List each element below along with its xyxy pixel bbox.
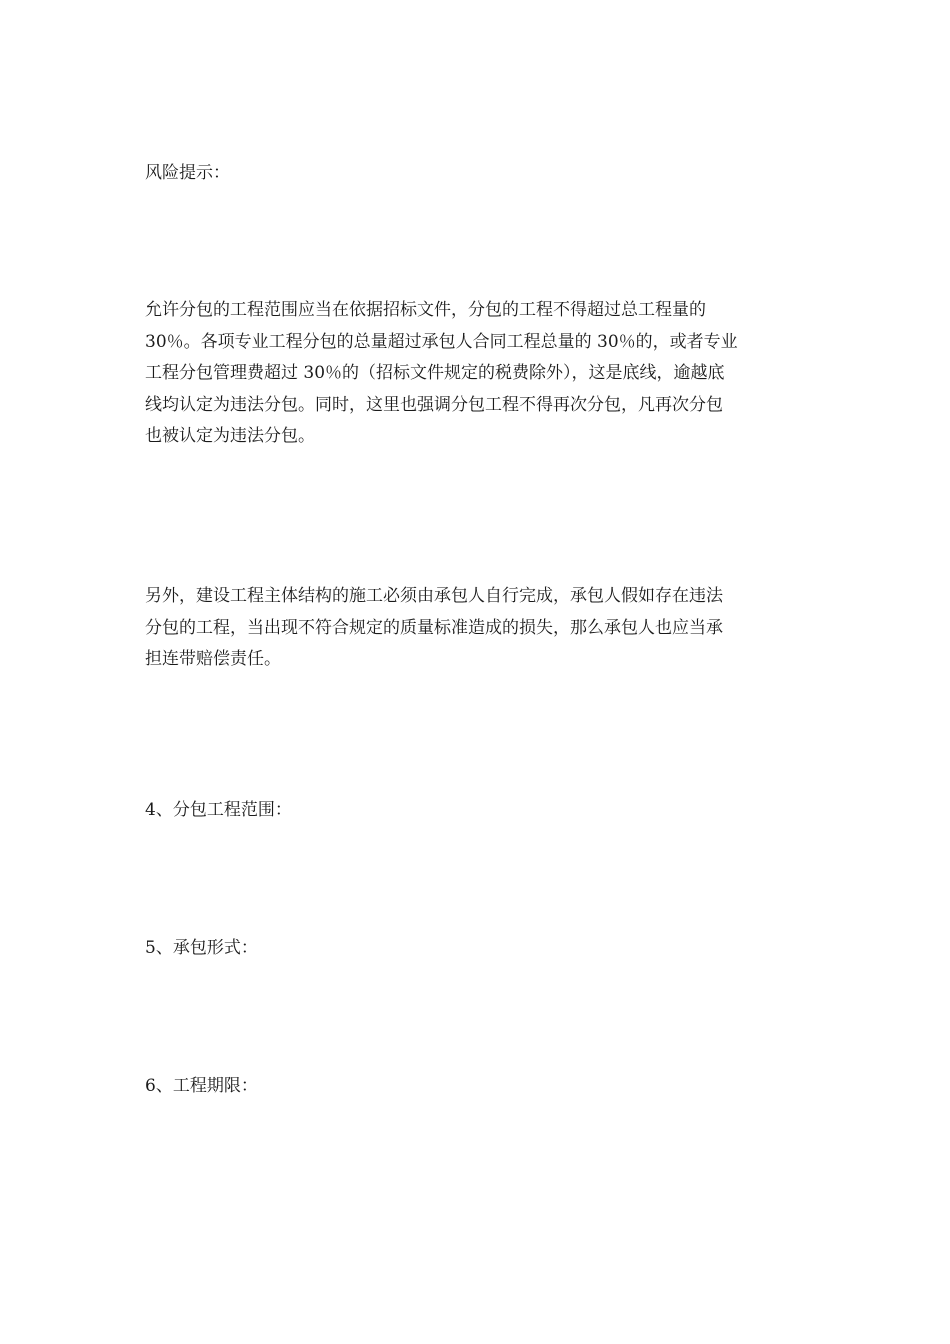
item-label: 4、分包工程范围：: [145, 800, 292, 820]
item-label: 5、承包形式：: [145, 938, 258, 958]
paragraph-line: 担连带赔偿责任。: [145, 649, 281, 669]
paragraph-line: 工程分包管理费超过 30％的（招标文件规定的税费除外），这是底线，逾越底: [145, 363, 725, 383]
risk-heading-text: 风险提示：: [145, 163, 230, 183]
item-subcontract-scope: [145, 795, 805, 827]
subcontract-scope-paragraph: [145, 295, 805, 453]
paragraph-line: 分包的工程，当出现不符合规定的质量标准造成的损失，那么承包人也应当承: [145, 617, 723, 638]
risk-heading: [145, 158, 805, 190]
paragraph-line: 30％。各项专业工程分包的总量超过承包人合同工程总量的 30％的，或者专业: [145, 331, 738, 352]
item-label: 6、工程期限：: [145, 1076, 258, 1096]
main-structure-paragraph: [145, 581, 805, 676]
paragraph-line: 允许分包的工程范围应当在依据招标文件，分包的工程不得超过总工程量的: [145, 300, 706, 320]
item-project-period: [145, 1071, 805, 1103]
paragraph-line: 另外，建设工程主体结构的施工必须由承包人自行完成，承包人假如存在违法: [145, 586, 723, 606]
item-contract-form: [145, 933, 805, 965]
paragraph-line: 线均认定为违法分包。同时，这里也强调分包工程不得再次分包，凡再次分包: [145, 394, 723, 415]
paragraph-line: 也被认定为违法分包。: [145, 426, 315, 446]
